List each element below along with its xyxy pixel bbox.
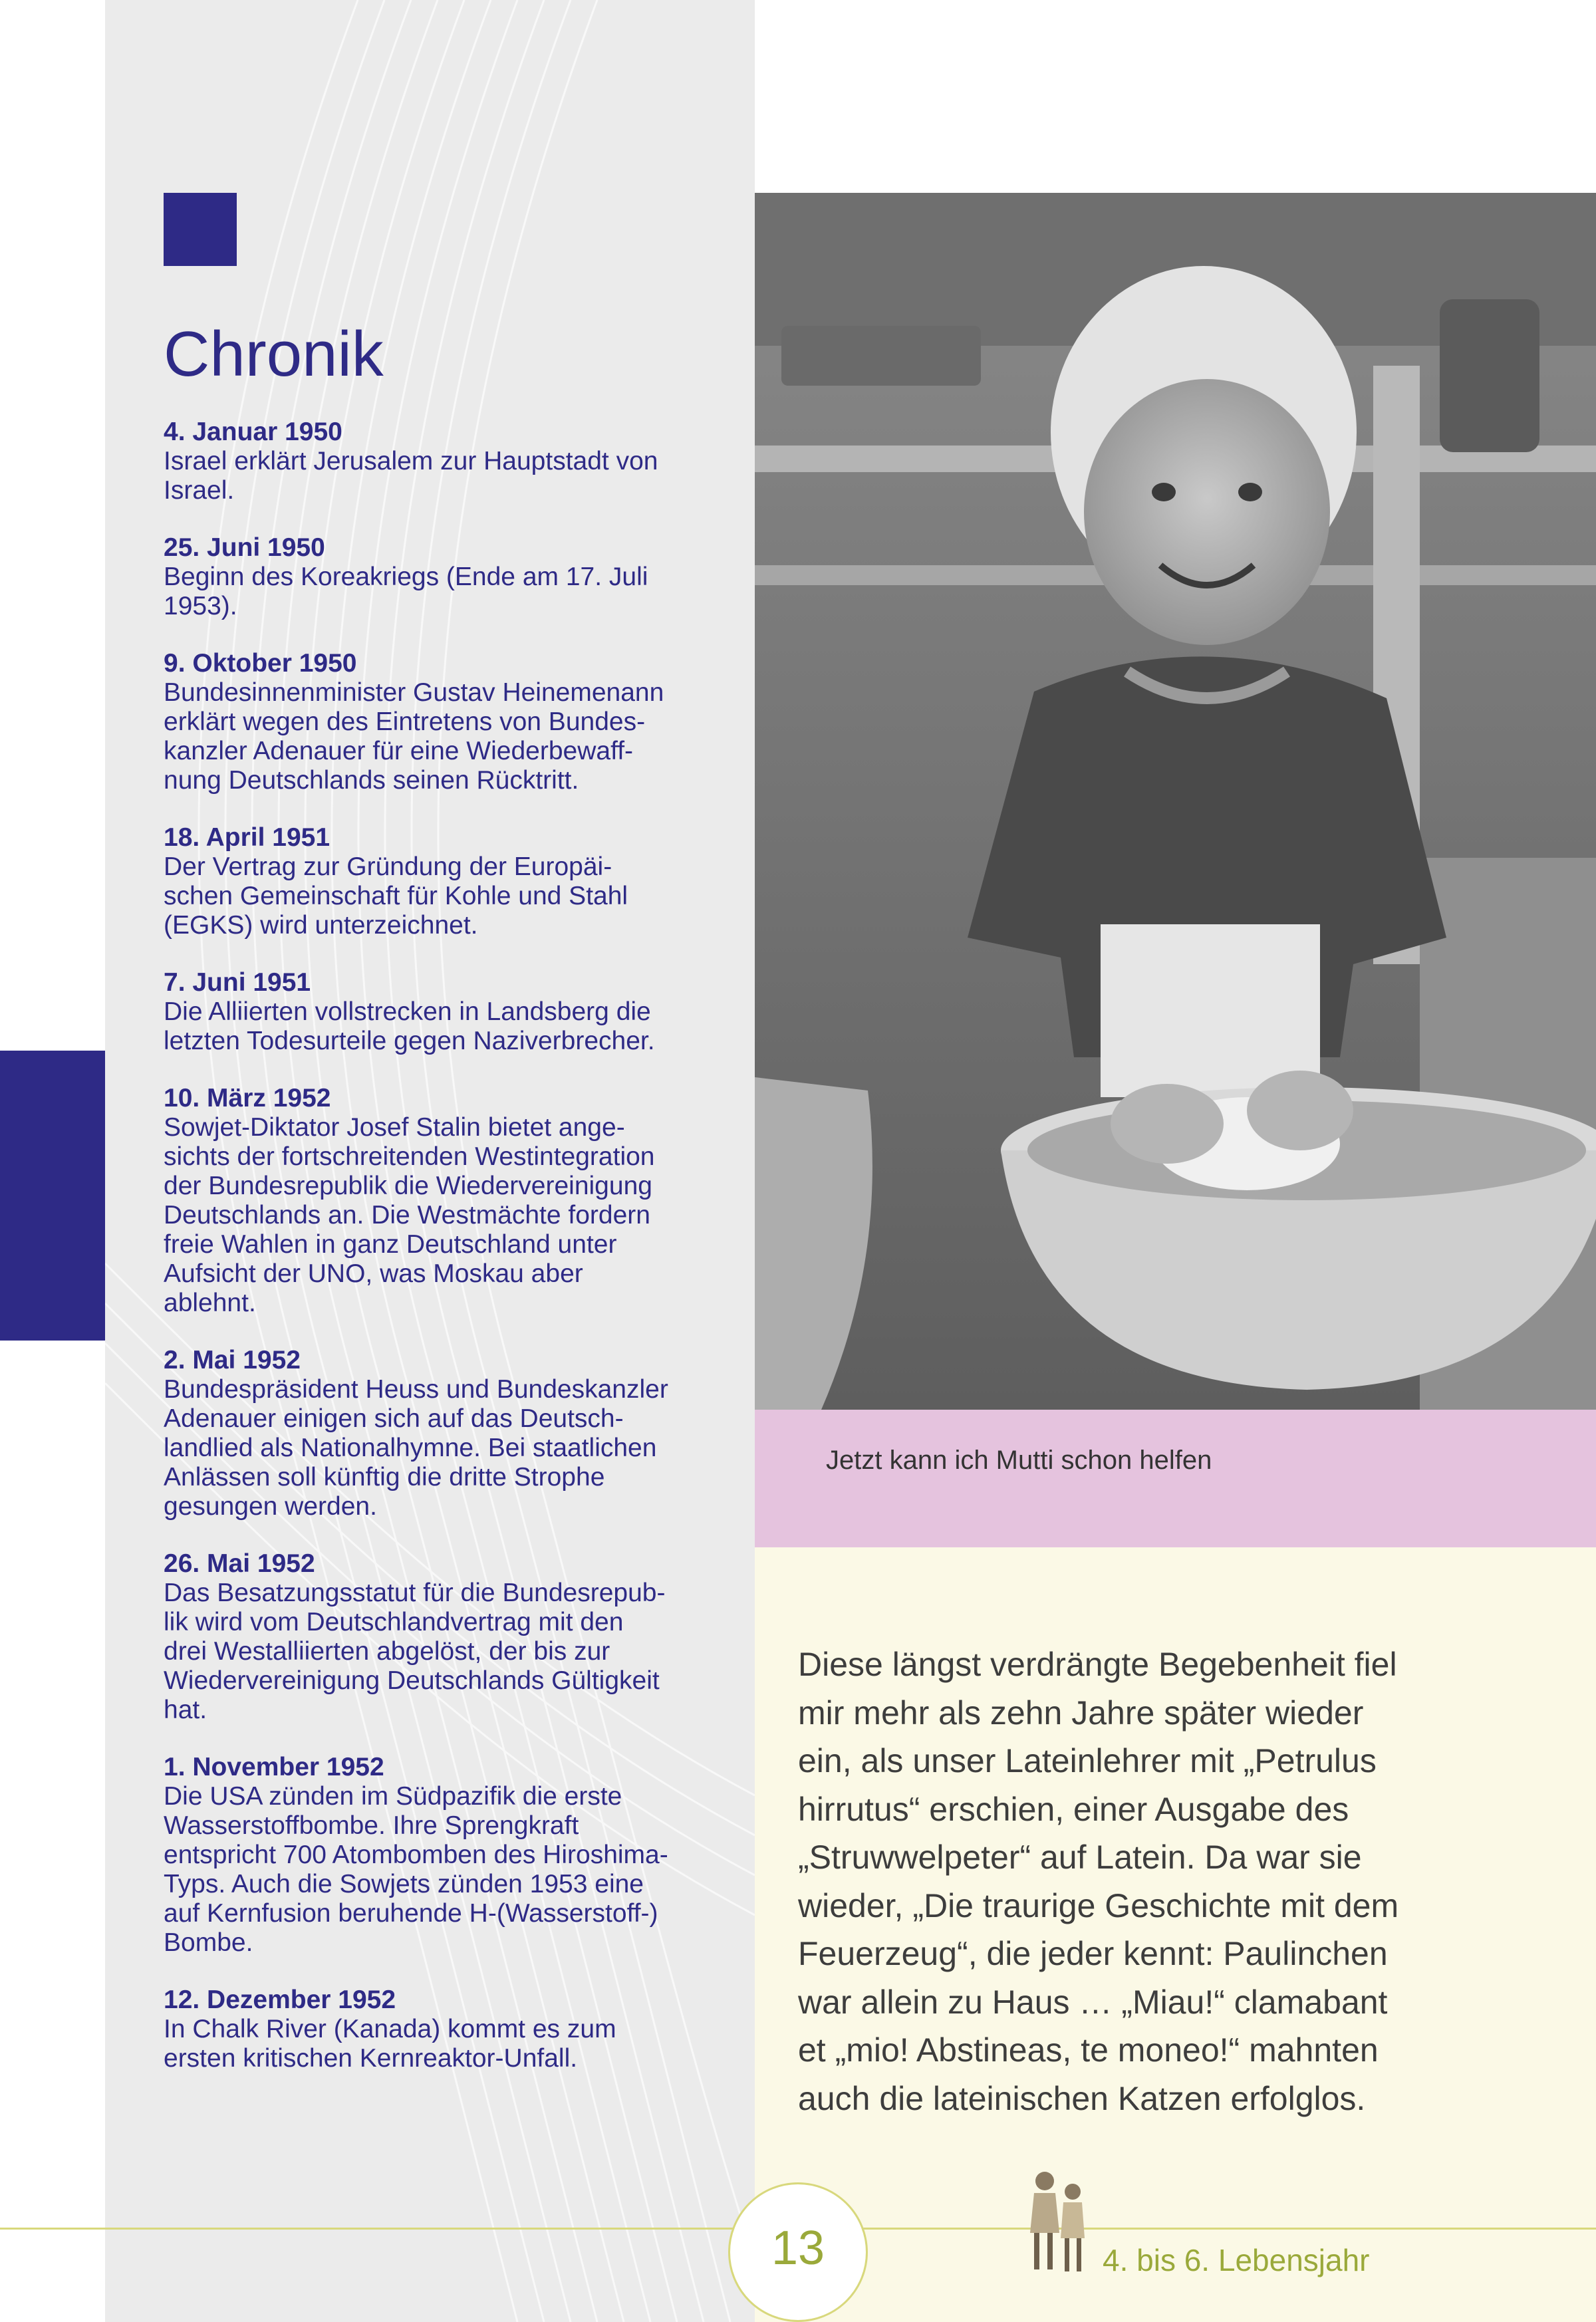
story-line: wieder, „Die traurige Geschichte mit dem (798, 1886, 1399, 1924)
story-paragraph (798, 1640, 1569, 2123)
chronik-entry-text: kanzler Adenauer für eine Wiederbewaff- (164, 737, 634, 765)
chronik-entry-text: Adenauer einigen sich auf das Deutsch- (164, 1404, 624, 1433)
chronik-entry-text: Anlässen soll künftig die dritte Strophe (164, 1463, 605, 1491)
chronik-entry-text: schen Gemeinschaft für Kohle und Stahl (164, 882, 628, 910)
chronik-entry-text: Die Alliierten vollstrecken in Landsberg die (164, 997, 651, 1026)
chronik-entry-text: sichts der fortschreitenden Westintegration (164, 1142, 655, 1171)
chronik-entry-text: gesungen werden. (164, 1492, 377, 1521)
side-tab-marker (0, 1051, 105, 1341)
chronik-entry-text: Beginn des Koreakriegs (Ende am 17. Juli (164, 563, 648, 591)
chronik-entry-date: 2. Mai 1952 (164, 1346, 301, 1374)
chronik-entry-text: nung Deutschlands seinen Rücktritt. (164, 766, 579, 795)
chronik-entry-text: Typs. Auch die Sowjets zünden 1953 eine (164, 1870, 644, 1898)
chronik-entry-text: entspricht 700 Atombomben des Hiroshima- (164, 1841, 668, 1869)
chronik-entry-text: Deutschlands an. Die Westmächte fordern (164, 1201, 650, 1229)
chronik-entry-text: landlied als Nationalhymne. Bei staatlichen (164, 1434, 657, 1462)
chronik-entry-text: Sowjet-Diktator Josef Stalin bietet ange- (164, 1113, 625, 1142)
chronik-entry-date: 4. Januar 1950 (164, 418, 342, 446)
chronik-entry-text: In Chalk River (Kanada) kommt es zum (164, 2015, 616, 2043)
chronik-entry-date: 12. Dezember 1952 (164, 1986, 396, 2014)
chronik-entry-text: lik wird vom Deutschlandvertrag mit den (164, 1608, 624, 1636)
chronik-entry-date: 26. Mai 1952 (164, 1549, 315, 1578)
chronik-list (164, 418, 709, 2101)
chronik-entry-text: 1953). (164, 592, 237, 620)
story-line: hirrutus“ erschien, einer Ausgabe des (798, 1790, 1349, 1828)
story-line: auch die lateinischen Katzen erfolglos. (798, 2079, 1366, 2117)
child-photo-illustration (755, 193, 1596, 1410)
chronik-entry (164, 968, 709, 1056)
story-box (755, 1547, 1596, 2322)
chronik-entry (164, 649, 709, 795)
story-line: et „mio! Abstineas, te moneo!“ mahnten (798, 2031, 1379, 2069)
photo-caption: Jetzt kann ich Mutti schon helfen (826, 1446, 1212, 1475)
chronik-entry-text: freie Wahlen in ganz Deutschland unter (164, 1230, 617, 1259)
chronik-entry-date: 18. April 1951 (164, 823, 331, 852)
story-line: Feuerzeug“, die jeder kennt: Paulinchen (798, 1935, 1388, 1972)
photo-caption-band (755, 1410, 1596, 1547)
child-photo (755, 193, 1596, 1410)
chronik-entry-text: (EGKS) wird unterzeichnet. (164, 911, 478, 940)
chronik-entry-text: auf Kernfusion beruhende H-(Wasserstoff-) (164, 1899, 658, 1928)
chronik-entry-text: Aufsicht der UNO, was Moskau aber (164, 1259, 583, 1288)
children-figures-icon (1021, 2166, 1094, 2278)
chronik-entry-text: letzten Todesurteile gegen Naziverbrecher. (164, 1027, 655, 1055)
chronik-entry-text: Das Besatzungsstatut für die Bundesrepub- (164, 1579, 666, 1607)
chronik-entry (164, 1084, 709, 1318)
chronik-entry (164, 533, 709, 621)
story-line: ein, als unser Lateinlehrer mit „Petrulus (798, 1742, 1377, 1779)
chronik-entry-text: hat. (164, 1696, 207, 1724)
story-line: war allein zu Haus … „Miau!“ clamabant (798, 1983, 1388, 2021)
chronik-entry-text: Bundesinnenminister Gustav Heinemenann (164, 678, 664, 707)
chronik-entry (164, 1346, 709, 1521)
chronik-entry-text: ablehnt. (164, 1289, 256, 1317)
chronik-entry-date: 25. Juni 1950 (164, 533, 325, 562)
chronik-entry-text: Israel. (164, 476, 235, 505)
chronik-entry-text: Die USA zünden im Südpazifik die erste (164, 1782, 622, 1811)
chronik-entry (164, 1753, 709, 1958)
section-label: 4. bis 6. Lebensjahr (1103, 2243, 1370, 2277)
chronik-entry-date: 7. Juni 1951 (164, 968, 311, 997)
chronik-entry (164, 1986, 709, 2073)
chronik-square-marker (164, 193, 237, 266)
chronik-entry (164, 1549, 709, 1725)
chronik-entry (164, 823, 709, 940)
page-number: 13 (771, 2222, 825, 2275)
chronik-entry-date: 10. März 1952 (164, 1084, 331, 1112)
chronik-entry-text: Bombe. (164, 1928, 253, 1957)
chronik-entry-text: ersten kritischen Kernreaktor-Unfall. (164, 2044, 578, 2073)
story-line: mir mehr als zehn Jahre später wieder (798, 1694, 1364, 1732)
chronik-entry-text: Israel erklärt Jerusalem zur Hauptstadt von (164, 447, 658, 475)
chronik-entry-text: erklärt wegen des Eintretens von Bundes- (164, 708, 646, 736)
chronik-entry-text: Wasserstoffbombe. Ihre Sprengkraft (164, 1811, 579, 1840)
chronik-entry-text: Bundespräsident Heuss und Bundeskanzler (164, 1375, 668, 1404)
chronik-title: Chronik (164, 319, 384, 390)
chronik-entry (164, 418, 709, 505)
story-line: „Struwwelpeter“ auf Latein. Da war sie (798, 1839, 1362, 1876)
chronik-entry-date: 9. Oktober 1950 (164, 649, 357, 678)
chronik-entry-text: drei Westalliierten abgelöst, der bis zur (164, 1637, 610, 1666)
chronik-entry-text: Der Vertrag zur Gründung der Europäi- (164, 852, 612, 881)
chronik-entry-date: 1. November 1952 (164, 1753, 384, 1781)
chronik-entry-text: der Bundesrepublik die Wiedervereinigung (164, 1172, 652, 1200)
chronik-entry-text: Wiedervereinigung Deutschlands Gültigkeit (164, 1666, 660, 1695)
story-line: Diese längst verdrängte Begebenheit fiel (798, 1646, 1397, 1683)
